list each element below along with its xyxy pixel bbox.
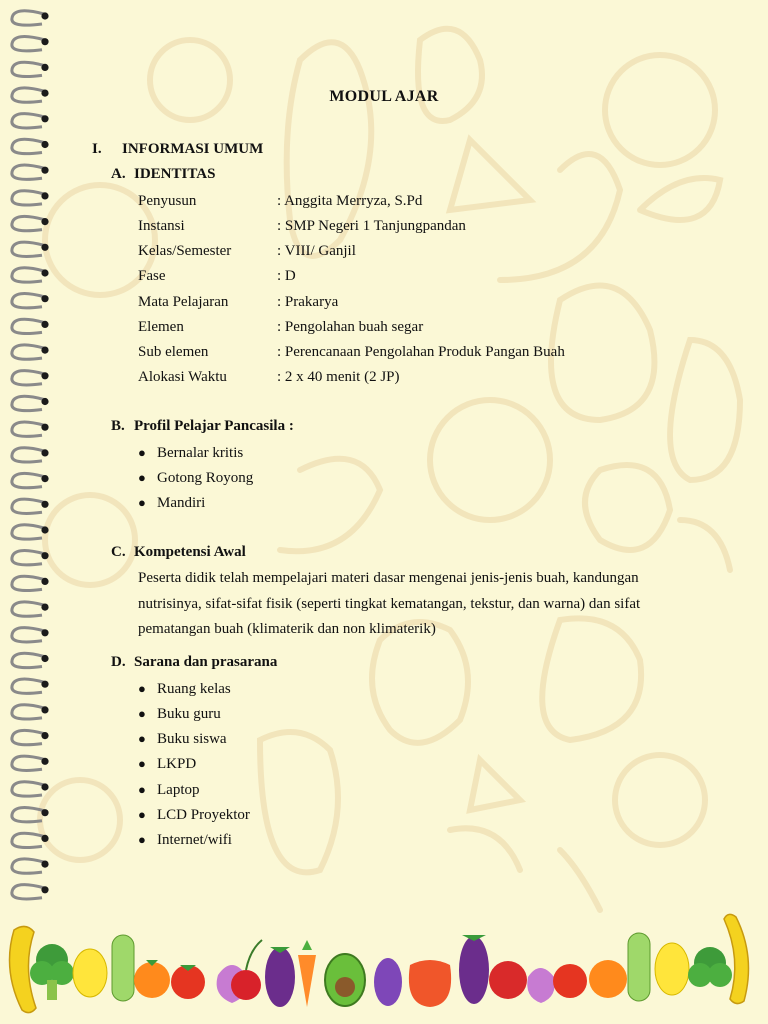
list-item <box>138 493 205 513</box>
section-heading-informasi-umum <box>92 141 263 158</box>
list-item-text: LKPD <box>157 756 197 772</box>
identity-value: : Pengolahan buah segar <box>277 319 424 335</box>
identity-label: Instansi <box>138 218 185 234</box>
avocado-icon <box>325 954 365 1006</box>
bell-pepper-icon <box>409 960 451 1007</box>
cucumber-icon <box>112 935 134 1001</box>
apple-icon <box>489 961 527 999</box>
identity-value: : Perencanaan Pengolahan Produk Pangan Buah <box>277 344 565 360</box>
subheading-profil-pelajar <box>111 418 294 435</box>
identity-value: : Prakarya <box>277 294 339 310</box>
bullet-icon: ● <box>138 706 146 721</box>
list-item-text: Internet/wifi <box>157 832 232 848</box>
carrot-icon <box>298 940 316 1007</box>
subheading-sarana-prasarana <box>111 654 277 671</box>
page-title: MODUL AJAR <box>329 88 439 105</box>
lemon-icon <box>655 943 689 995</box>
identity-value: : VIII/ Ganjil <box>277 243 356 259</box>
lemon-icon <box>73 949 107 997</box>
identity-label: Penyusun <box>138 193 197 209</box>
identity-label: Alokasi Waktu <box>138 369 227 385</box>
bullet-icon: ● <box>138 470 146 485</box>
tomato-icon <box>553 964 587 998</box>
section-number: I. <box>92 141 102 157</box>
paragraph-line: pematangan buah (klimaterik dan non klimaterik) <box>138 621 436 637</box>
bullet-icon: ● <box>138 681 146 696</box>
list-item <box>138 729 227 749</box>
subheading-label: Sarana dan prasarana <box>134 654 278 670</box>
bullet-icon: ● <box>138 782 146 797</box>
list-item <box>138 443 243 463</box>
kompetensi-paragraph <box>138 566 678 643</box>
identity-value: : D <box>277 268 296 284</box>
bullet-icon: ● <box>138 731 146 746</box>
list-item <box>138 805 250 825</box>
banana-icon <box>724 914 749 1003</box>
tomato-icon <box>171 965 205 999</box>
cucumber-icon <box>628 933 650 1001</box>
list-item-text: Buku siswa <box>157 731 227 747</box>
bullet-icon: ● <box>138 807 146 822</box>
list-item <box>138 830 232 850</box>
list-item-text: Ruang kelas <box>157 681 231 697</box>
subheading-number: A. <box>111 166 126 182</box>
paragraph-line: Peserta didik telah mempelajari materi dasar mengenai jenis-jenis buah, kandungan <box>138 570 639 586</box>
broccoli-icon <box>688 947 732 987</box>
orange-icon <box>134 960 170 998</box>
paragraph-line: nutrisinya, sifat-sifat fisik (seperti tingkat kematangan, tekstur, dan warna) dan sifat <box>138 595 641 612</box>
identity-label: Kelas/Semester <box>138 243 232 259</box>
list-item <box>138 754 196 774</box>
list-item-text: Gotong Royong <box>157 470 254 486</box>
bullet-icon: ● <box>138 832 146 847</box>
list-item-text: Laptop <box>157 782 200 798</box>
identity-label: Elemen <box>138 319 184 335</box>
eggplant-icon <box>265 947 295 1007</box>
orange-icon <box>589 960 627 998</box>
bullet-icon: ● <box>138 756 146 771</box>
subheading-identitas <box>111 166 215 183</box>
subheading-label: IDENTITAS <box>134 166 216 182</box>
identity-value: : 2 x 40 menit (2 JP) <box>277 369 400 385</box>
identity-value: : Anggita Merryza, S.Pd <box>277 193 423 209</box>
subheading-number: B. <box>111 418 125 434</box>
broccoli-icon <box>30 944 74 1000</box>
list-item <box>138 468 253 488</box>
subheading-kompetensi-awal <box>111 544 246 561</box>
identity-value: : SMP Negeri 1 Tanjungpandan <box>277 218 466 234</box>
fruit-characters-border <box>0 905 768 1024</box>
section-label: INFORMASI UMUM <box>122 141 264 157</box>
subheading-number: C. <box>111 544 126 560</box>
onion-icon <box>527 968 555 1003</box>
grape-eggplant-icon <box>374 958 402 1006</box>
identity-label: Fase <box>138 268 166 284</box>
subheading-number: D. <box>111 654 126 670</box>
list-item-text: Buku guru <box>157 706 221 722</box>
eggplant-icon <box>459 935 489 1004</box>
list-item <box>138 704 221 724</box>
bullet-icon: ● <box>138 445 146 460</box>
bullet-icon: ● <box>138 495 146 510</box>
identity-label: Sub elemen <box>138 344 209 360</box>
list-item <box>138 780 200 800</box>
list-item-text: Mandiri <box>157 495 206 511</box>
list-item <box>138 679 231 699</box>
list-item-text: LCD Proyektor <box>157 807 250 823</box>
identity-label: Mata Pelajaran <box>138 294 229 310</box>
subheading-label: Profil Pelajar Pancasila : <box>134 418 294 434</box>
list-item-text: Bernalar kritis <box>157 445 244 461</box>
subheading-label: Kompetensi Awal <box>134 544 246 560</box>
